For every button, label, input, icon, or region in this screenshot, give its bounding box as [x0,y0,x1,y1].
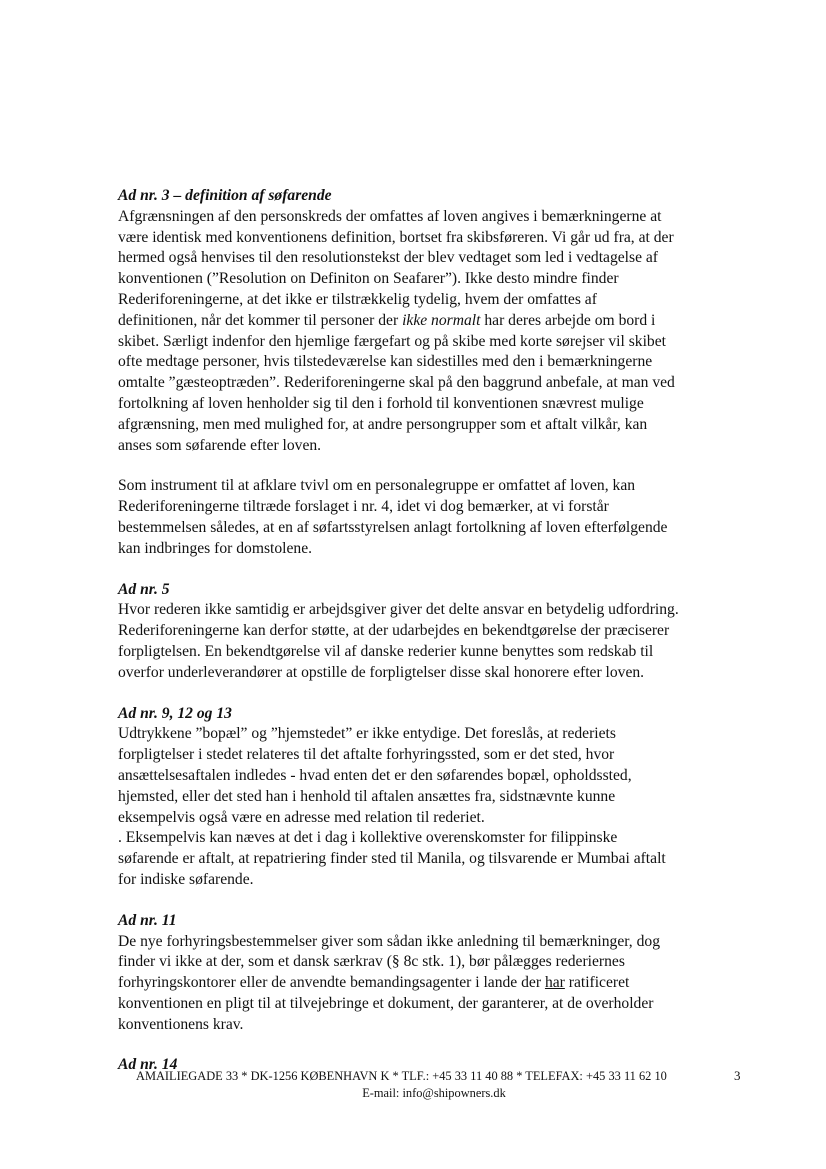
text-line: eksempelvis også være en adresse med relation til rederiet. [118,808,485,826]
section-heading: Ad nr. 9, 12 og 13 [118,704,232,722]
footer-address: AMAILIEGADE 33 * DK-1256 KØBENHAVN K * TLF.: +45 33 11 40 88 * TELEFAX: +45 33 11 62 10 [136,1069,667,1083]
text-line: forpligtelser i stedet relateres til det aftalte forhyringssted, som er det sted, hvor [118,746,615,764]
text-line: forpligtelsen. En bekendtgørelse vil af danske rederier kunne benyttes som redskab til [118,642,654,660]
text-line: finder vi ikke at der, som et dansk særkrav (§ 8c stk. 1), bør pålægges rederiernes [118,953,625,971]
paragraph [118,932,778,1036]
text-line: Rederiforeningerne, at det ikke er tilstrækkelig tydelig, hvem der omfattes af [118,290,597,308]
text-line: for indiske søfarende. [118,870,254,888]
section-ad-nr-3 [118,186,778,560]
text-line: Som instrument til at afklare tvivl om en personalegruppe er omfattet af loven, kan [118,477,636,495]
text-line: Rederiforeningerne kan derfor støtte, at der udarbejdes en bekendtgørelse der præciserer [118,622,670,640]
section-ad-nr-5 [118,580,778,684]
underlined-text: har [544,974,565,992]
section-ad-nr-9-12-13 [118,704,778,891]
text-line: Udtrykkene ”bopæl” og ”hjemstedet” er ikke entydige. Det foreslås, at rederiets [118,725,616,743]
text-line: kan indbringes for domstolene. [118,539,313,557]
text-line: fortolkning af loven henholder sig til den i forhold til konventionen snævrest mulige [118,394,644,412]
text-line: definitionen, når det kommer til personer der ikke normalt har deres arbejde om bord i [118,311,656,329]
paragraph [118,207,778,457]
footer-email: E-mail: info@shipowners.dk [362,1086,506,1100]
text-line: Rederiforeningerne tiltræde forslaget i nr. 4, idet vi dog bemærker, at vi forstår [118,498,609,516]
paragraph [118,476,778,559]
paragraph [118,724,778,890]
document-body [118,186,778,1096]
text-line: være identisk med konventionens definition, bortset fra skibsføreren. Vi går ud fra, at der [118,228,674,246]
section-heading: Ad nr. 11 [118,911,177,929]
text-line: ansættelsesaftalen indledes - hvad enten det er den søfarendes bopæl, opholdssted, [118,766,632,784]
text-line: Afgrænsningen af den personskreds der omfattes af loven angives i bemærkningerne at [118,207,662,225]
section-heading: Ad nr. 5 [118,580,170,598]
page-number: 3 [734,1068,741,1083]
text-line: forhyringskontorer eller de anvendte bemandingsagenter i lande der har ratificeret [118,974,630,992]
section-heading: Ad nr. 14 [118,1056,178,1074]
text-line: konventionen en pligt til at tilvejebringe et dokument, der garanterer, at de overholder [118,994,654,1012]
text-line: konventionens krav. [118,1015,244,1033]
text-line: skibet. Særligt indenfor den hjemlige færgefart og på skibe med korte sørejser vil skibet [118,332,666,350]
text-line: Hvor rederen ikke samtidig er arbejdsgiver giver det delte ansvar en betydelig udfordring. [118,601,679,619]
section-heading: Ad nr. 3 – definition af søfarende [118,187,332,204]
text-line: . Eksempelvis kan næves at det i dag i kollektive overenskomster for filippinske [118,829,618,847]
text-line: ofte medtage personer, hvis tilstedeværelse kan sidestilles med den i bemærkningerne [118,353,653,371]
text-line: konventionen (”Resolution on Definiton on Seafarer”). Ikke desto mindre finder [118,270,619,288]
text-line: overfor underleverandører at opstille de forpligtelser disse skal honorere efter loven. [118,663,645,681]
emphasis-text: ikke normalt [402,311,481,329]
text-line: hjemsted, eller det sted han i henhold til aftalen ansættes fra, sidstnævnte kunne [118,787,616,805]
text-line: bestemmelsen således, at en af søfartsstyrelsen anlagt fortolkning af loven efterfølgende [118,518,668,536]
text-line: afgrænsning, men med mulighed for, at andre persongrupper som et aftalt vilkår, kan [118,415,648,433]
text-line: søfarende er aftalt, at repatriering finder sted til Manila, og tilsvarende er Mumbai aftalt [118,850,666,868]
section-ad-nr-11 [118,911,778,1036]
text-line: hermed også henvises til den resolutionstekst der blev vedtaget som led i vedtagelse af [118,249,659,267]
text-line: anses som søfarende efter loven. [118,436,322,454]
text-line: omtalte ”gæsteoptræden”. Rederiforeningerne skal på den baggrund anbefale, at man ved [118,374,675,392]
text-line: De nye forhyringsbestemmelser giver som sådan ikke anledning til bemærkninger, dog [118,932,660,950]
paragraph [118,600,778,683]
